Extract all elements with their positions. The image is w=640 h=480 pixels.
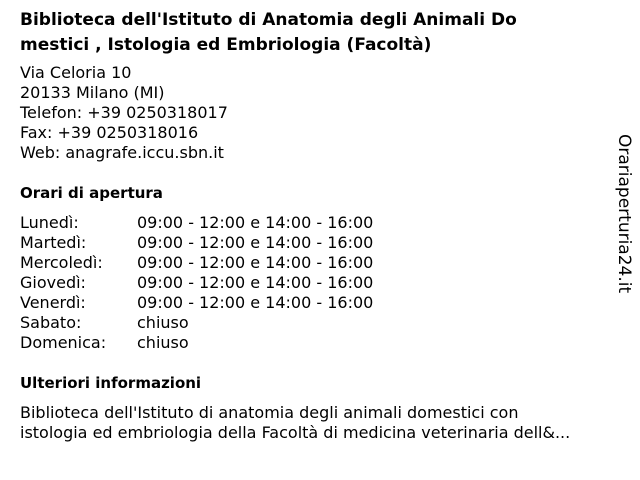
time-value: 09:00 - 12:00 e 14:00 - 16:00 (137, 293, 374, 312)
time-value: 09:00 - 12:00 e 14:00 - 16:00 (137, 213, 374, 232)
day-label: Martedì: (20, 233, 87, 252)
website[interactable]: Web: anagrafe.iccu.sbn.it (20, 143, 224, 162)
day-label: Venerdì: (20, 293, 86, 312)
day-label: Sabato: (20, 313, 82, 332)
title-line-2: mestici , Istologia ed Embriologia (Facoltà) (20, 35, 432, 55)
time-value: 09:00 - 12:00 e 14:00 - 16:00 (137, 253, 374, 272)
city: 20133 Milano (MI) (20, 83, 165, 102)
time-value: 09:00 - 12:00 e 14:00 - 16:00 (137, 273, 374, 292)
time-value: chiuso (137, 333, 189, 352)
side-brand: Orariaperturia24.it (614, 134, 634, 294)
more-info-line-1: Biblioteca dell'Istituto di anatomia degli animali domestici con (20, 403, 519, 422)
day-label: Domenica: (20, 333, 107, 352)
day-label: Giovedì: (20, 273, 86, 292)
fax: Fax: +39 0250318016 (20, 123, 199, 142)
hours-heading: Orari di apertura (20, 184, 163, 202)
time-value: chiuso (137, 313, 189, 332)
time-value: 09:00 - 12:00 e 14:00 - 16:00 (137, 233, 374, 252)
phone[interactable]: Telefon: +39 0250318017 (20, 103, 228, 122)
day-label: Lunedì: (20, 213, 79, 232)
more-info-line-2: istologia ed embriologia della Facoltà di medicina veterinaria dell&... (20, 423, 571, 442)
address: Via Celoria 10 (20, 63, 132, 82)
more-info-heading: Ulteriori informazioni (20, 374, 202, 392)
title-line-1: Biblioteca dell'Istituto di Anatomia degli Animali Do (20, 10, 517, 30)
day-label: Mercoledì: (20, 253, 103, 272)
contact-info (20, 63, 228, 163)
more-info-text (20, 403, 620, 443)
page-title (20, 8, 610, 58)
